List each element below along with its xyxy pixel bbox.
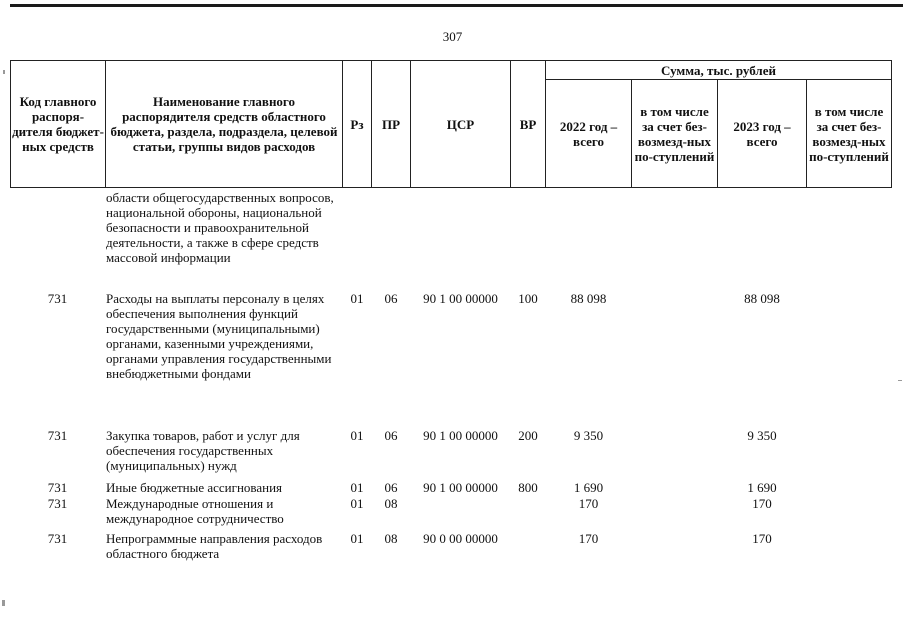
row-csr: 90 1 00 00000 — [423, 291, 498, 306]
header-csr — [411, 62, 510, 186]
row-sum-2022: 170 — [578, 496, 599, 511]
row-sum-2022: 9 350 — [573, 428, 604, 443]
row-sum-2022: 88 098 — [570, 291, 607, 306]
header-vline — [545, 60, 546, 188]
row-rz: 01 — [350, 291, 364, 306]
row-sum-2022: 1 690 — [573, 480, 604, 495]
row-pr: 08 — [384, 531, 398, 546]
header-2023-total — [720, 81, 804, 186]
header-2023-total-text: 2023 год – всего — [733, 118, 791, 149]
row-rz: 01 — [350, 531, 364, 546]
header-pr — [372, 62, 410, 186]
header-2022-total-text: 2022 год – всего — [559, 118, 618, 149]
header-vline — [105, 60, 106, 188]
row-sum-2022: 170 — [578, 531, 599, 546]
row-csr: 90 0 00 00000 — [423, 531, 498, 546]
row-code: 731 — [47, 291, 68, 306]
row-name: Международные отношения и международное сотрудничество — [106, 496, 284, 526]
header-code — [12, 62, 104, 186]
header-vline — [10, 60, 11, 188]
row-code: 731 — [47, 531, 68, 546]
row-code: 731 — [47, 480, 68, 495]
row-pr: 06 — [384, 428, 398, 443]
row-name: Закупка товаров, работ и услуг для обеспечения государственных (муниципальных) нужд — [106, 428, 300, 473]
row-rz: 01 — [350, 496, 364, 511]
row-pr: 08 — [384, 496, 398, 511]
scan-speck — [3, 70, 5, 74]
row-code: 731 — [47, 428, 68, 443]
header-rz — [343, 62, 371, 186]
header-bottom-line — [10, 187, 892, 188]
row-name: Иные бюджетные ассигнования — [106, 480, 283, 495]
header-pr-text: ПР — [381, 116, 401, 132]
scan-speck — [898, 380, 902, 381]
row-name: Расходы на выплаты персоналу в целях обеспечения выполнения функций государственными (муниципальными) органами, казенными учреждениями, органами управления государственными внебюджетными фондами — [106, 291, 332, 381]
header-vline — [717, 79, 718, 188]
row-sum-2023: 170 — [752, 531, 772, 546]
scan-speck — [2, 600, 5, 606]
row-name: Непрограммные направления расходов областного бюджета — [106, 531, 323, 561]
row-sum-2023: 88 098 — [744, 291, 780, 306]
header-sum-group-text: Сумма, тыс. рублей — [661, 62, 776, 78]
header-sum-group — [546, 61, 891, 79]
row-sum-2023: 9 350 — [747, 428, 777, 443]
header-vline — [891, 60, 892, 188]
row-code: 731 — [47, 496, 68, 511]
row-vr: 100 — [518, 291, 538, 306]
row-vr: 800 — [518, 480, 538, 495]
row-vr: 200 — [518, 428, 538, 443]
header-name-text: Наименование главного распорядителя средств областного бюджета, раздела, подраздела, целевой статьи, группы видов расходов — [110, 94, 338, 154]
top-border-line — [10, 4, 903, 7]
header-2022-gratuitous-text: в том числе за счет без-возмезд-ных по-ступлений — [634, 103, 715, 164]
row-pr: 06 — [384, 291, 398, 306]
row-csr: 90 1 00 00000 — [423, 428, 498, 443]
row-sum-2023: 1 690 — [747, 480, 777, 495]
header-vr — [511, 62, 545, 186]
header-rz-text: Рз — [350, 116, 364, 132]
header-vr-text: ВР — [519, 116, 537, 132]
row-sum-2023: 170 — [752, 496, 772, 511]
header-csr-text: ЦСР — [446, 116, 475, 132]
row-csr: 90 1 00 00000 — [423, 480, 498, 495]
header-vline — [806, 79, 807, 188]
header-name — [108, 62, 340, 186]
header-2023-gratuitous-text: в том числе за счет без-возмезд-ных по-ступлений — [809, 103, 889, 164]
row-name: области общегосударственных вопросов, национальной обороны, национальной безопасности и правоохранительной деятельности, а также в сфере средств массовой информации — [106, 190, 334, 265]
header-vline — [631, 79, 632, 188]
header-2022-total — [548, 81, 629, 186]
row-rz: 01 — [350, 428, 364, 443]
row-rz: 01 — [350, 480, 364, 495]
header-code-text: Код главного распоря-дителя бюджет-ных средств — [12, 94, 104, 154]
header-2022-gratuitous — [634, 81, 715, 186]
sum-subheader-line — [545, 79, 892, 80]
header-2023-gratuitous — [808, 81, 890, 186]
row-pr: 06 — [384, 480, 398, 495]
page-number: 307 — [442, 29, 463, 44]
